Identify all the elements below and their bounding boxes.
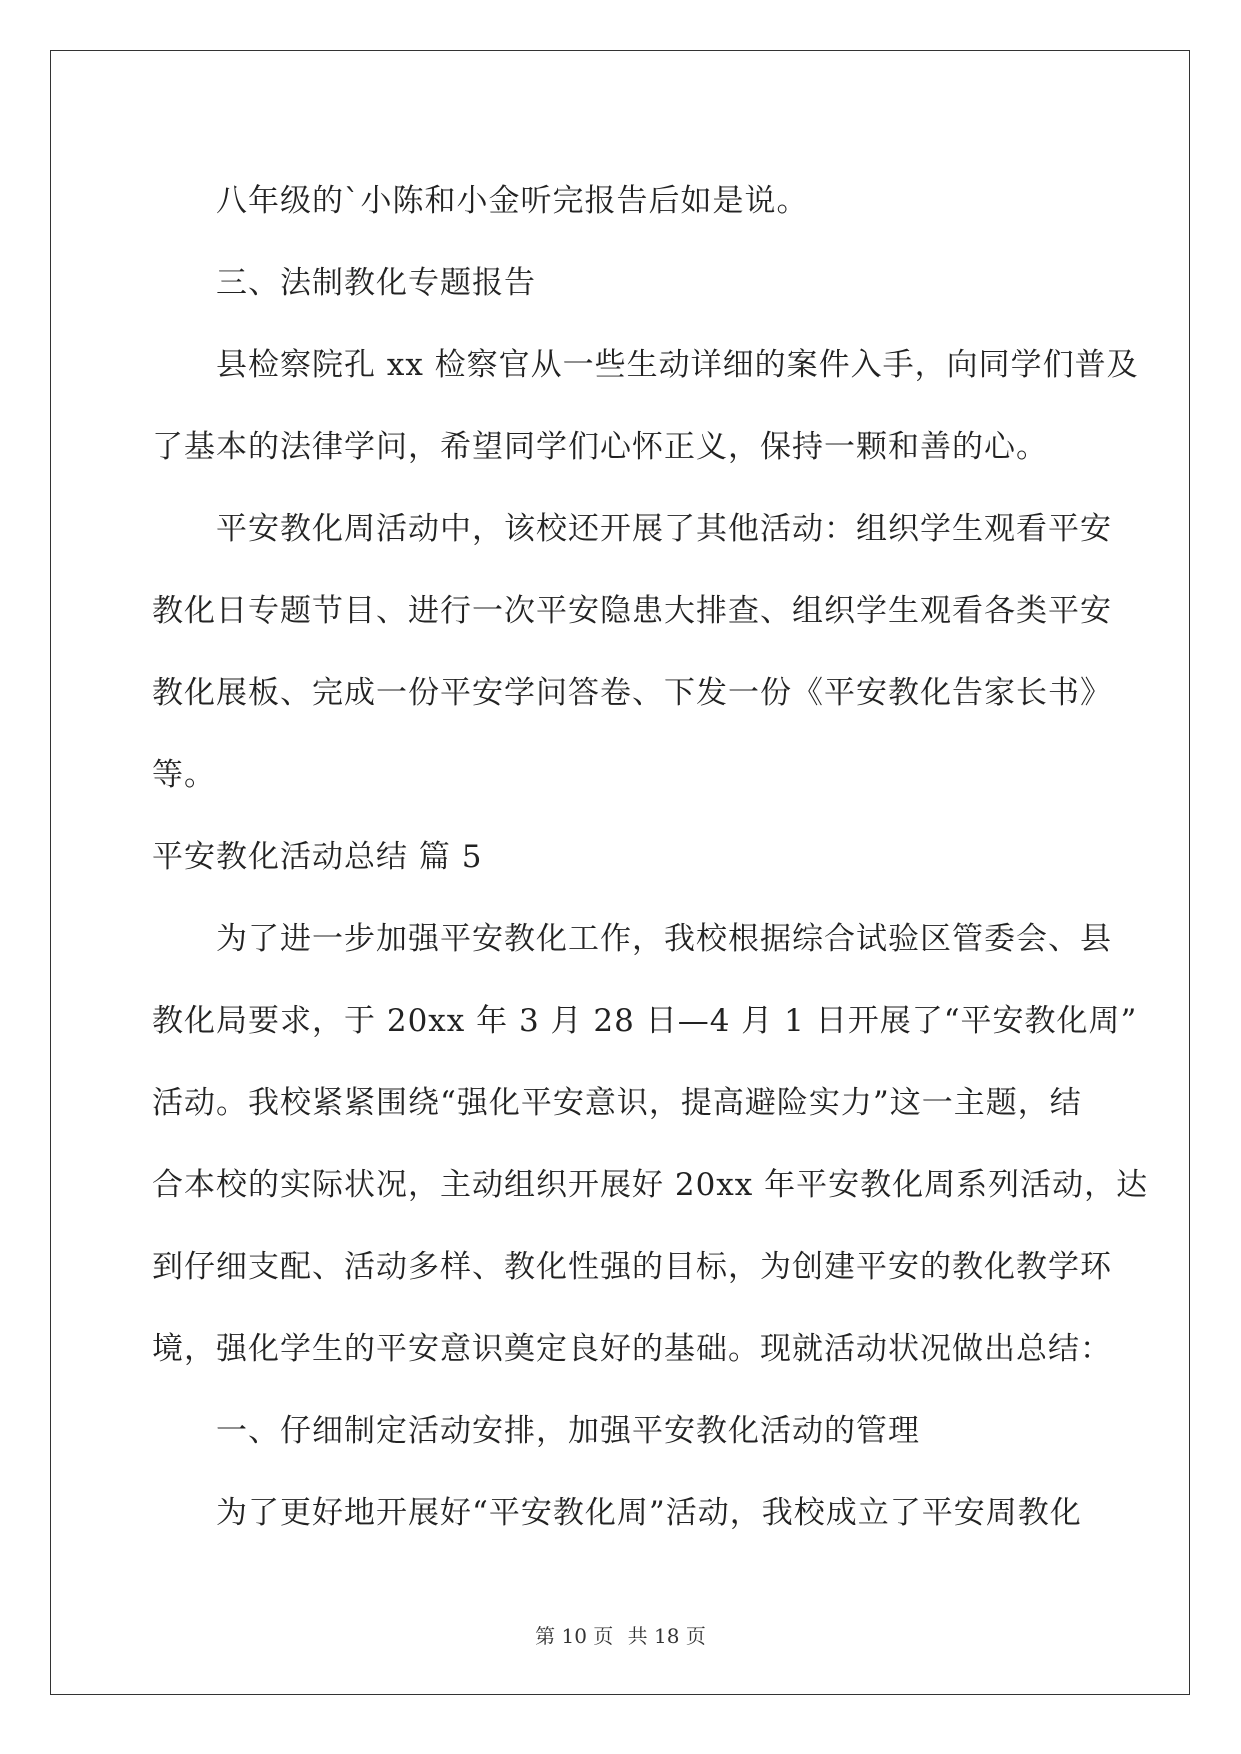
page-number: 第 10 页	[535, 1624, 614, 1648]
text-line: 教化展板、完成一份平安学问答卷、下发一份《平安教化告家长书》	[152, 675, 1112, 711]
text-line: 了基本的法律学问，希望同学们心怀正义，保持一颗和善的心。	[152, 429, 1048, 465]
page-footer	[0, 1620, 1241, 1649]
article-title: 平安教化活动总结 篇 5	[152, 839, 483, 875]
text-line: 为了更好地开展好“平安教化周”活动，我校成立了平安周教化	[152, 1495, 1082, 1531]
text-line: 教化日专题节目、进行一次平安隐患大排查、组织学生观看各类平安	[152, 593, 1112, 629]
page-total: 共 18 页	[627, 1624, 706, 1648]
text-line: 合本校的实际状况，主动组织开展好 20xx 年平安教化周系列活动，达	[152, 1167, 1149, 1203]
section-heading: 三、法制教化专题报告	[152, 265, 536, 301]
text-line: 县检察院孔 xx 检察官从一些生动详细的案件入手，向同学们普及	[152, 347, 1139, 383]
section-heading: 一、仔细制定活动安排，加强平安教化活动的管理	[152, 1413, 920, 1449]
document-body	[152, 160, 1149, 1554]
text-line: 教化局要求，于 20xx 年 3 月 28 日—4 月 1 日开展了“平安教化周”	[152, 1003, 1138, 1039]
text-line: 活动。我校紧紧围绕“强化平安意识，提高避险实力”这一主题，结	[152, 1085, 1082, 1121]
text-line: 境，强化学生的平安意识奠定良好的基础。现就活动状况做出总结：	[152, 1331, 1112, 1367]
text-line: 等。	[152, 757, 216, 793]
text-line: 到仔细支配、活动多样、教化性强的目标，为创建平安的教化教学环	[152, 1249, 1112, 1285]
text-line: 平安教化周活动中，该校还开展了其他活动：组织学生观看平安	[152, 511, 1112, 547]
text-line: 为了进一步加强平安教化工作，我校根据综合试验区管委会、县	[152, 921, 1112, 957]
text-line: 八年级的`小陈和小金听完报告后如是说。	[152, 183, 809, 219]
